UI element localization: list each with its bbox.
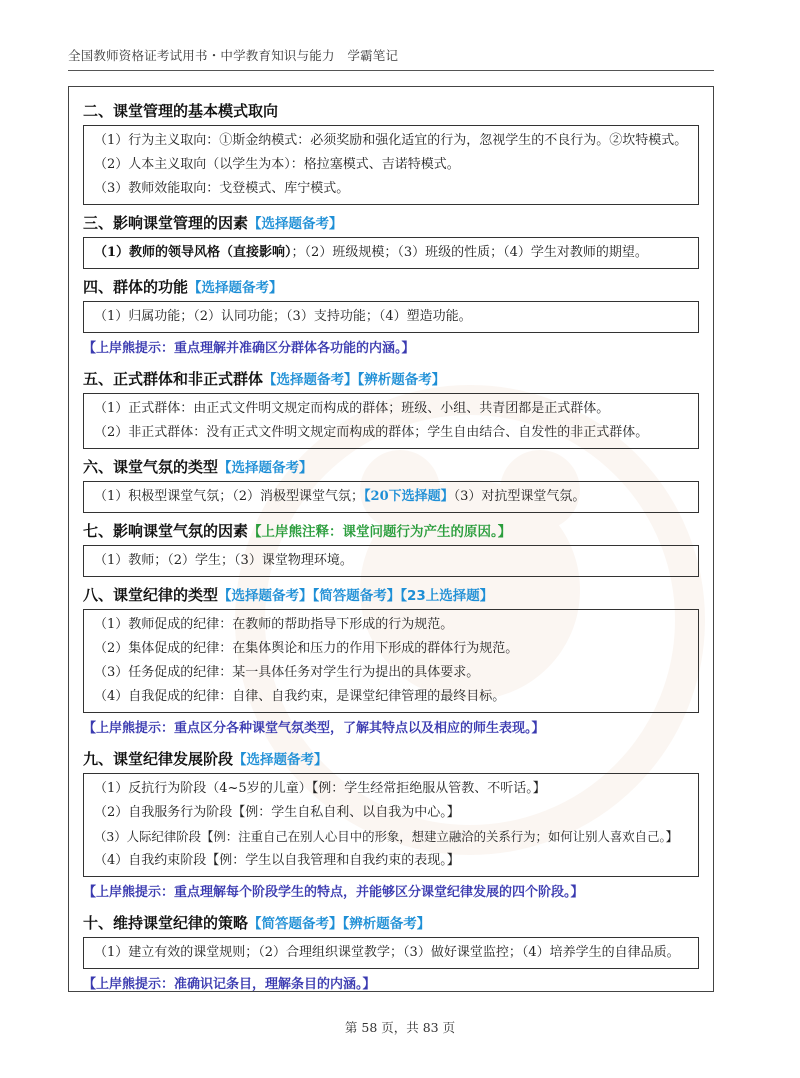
list-item: （3）教师效能取向：戈登模式、库宁模式。 — [94, 181, 350, 196]
exam-tag: 【辨析题备考】 — [342, 916, 431, 932]
exam-tag: 【简答题备考】 — [248, 916, 343, 932]
list-item: （1）教师促成的纪律：在教师的帮助指导下形成的行为规范。 — [94, 617, 454, 632]
section-box-8 — [83, 609, 699, 713]
section-title-3: 三、影响课堂管理的因素【选择题备考】 — [83, 214, 343, 232]
running-header: 全国教师资格证考试用书・中学教育知识与能力 学霸笔记 — [68, 48, 399, 63]
section-box-10 — [83, 937, 699, 969]
list-item: （1）建立有效的课堂规则；（2）合理组织课堂教学；（3）做好课堂监控；（4）培养学生的自律品质。 — [94, 945, 680, 960]
exam-tag: 【选择题备考】 — [218, 588, 313, 604]
list-item: （1）归属功能；（2）认同功能；（3）支持功能；（4）塑造功能。 — [94, 309, 472, 324]
list-item: （3）任务促成的纪律：某一具体任务对学生行为提出的具体要求。 — [94, 665, 480, 680]
list-item: （1）反抗行为阶段（4~5岁的儿童）【例：学生经常拒绝服从管教、不听话。】 — [94, 781, 546, 796]
section-title-9: 九、课堂纪律发展阶段【选择题备考】 — [83, 750, 328, 768]
section-box-5 — [83, 393, 699, 449]
page-number: 第 58 页，共 83 页 — [344, 1020, 456, 1035]
exam-tag: 【选择题备考】 — [218, 460, 313, 476]
list-item: （2）人本主义取向（以学生为本）：格拉塞模式、吉诺特模式。 — [94, 157, 460, 172]
list-item: （4）自我促成的纪律：自律、自我约束，是课堂纪律管理的最终目标。 — [94, 689, 506, 704]
section-title-5: 五、正式群体和非正式群体【选择题备考】【辨析题备考】 — [83, 370, 446, 388]
section-box-7 — [83, 545, 699, 577]
list-item: （2）集体促成的纪律：在集体舆论和压力的作用下形成的群体行为规范。 — [94, 641, 519, 656]
exam-tag: 【辨析题备考】 — [357, 372, 446, 388]
section-title-2: 二、课堂管理的基本模式取向 — [83, 102, 279, 120]
annotation-tag: 【上岸熊注释：课堂问题行为产生的原因。】 — [248, 524, 512, 540]
section-box-6 — [83, 481, 699, 513]
section-title-6: 六、课堂气氛的类型【选择题备考】 — [83, 458, 313, 476]
tip-note: 【上岸熊提示：重点理解每个阶段学生的特点，并能够区分课堂纪律发展的四个阶段。】 — [83, 885, 584, 900]
section-box-9 — [83, 773, 699, 877]
exam-tag: 【23上选择题】 — [400, 588, 494, 604]
exam-tag: 【选择题备考】 — [248, 216, 343, 232]
exam-tag: 【选择题备考】 — [188, 280, 283, 296]
tip-note: 【上岸熊提示：准确识记条目，理解条目的内涵。】 — [83, 977, 376, 992]
section-title-8: 八、课堂纪律的类型【选择题备考】【简答题备考】【23上选择题】 — [83, 586, 494, 604]
list-item: （1）行为主义取向：①斯金纳模式：必须奖励和强化适宜的行为，忽视学生的不良行为。②坎特模式。 — [94, 133, 688, 148]
list-item: （4）自我约束阶段【例：学生以自我管理和自我约束的表现。】 — [94, 853, 460, 868]
list-item: （2）非正式群体：没有正式文件明文规定而构成的群体；学生自由结合、自发性的非正式群体。 — [94, 425, 649, 440]
section-title-10: 十、维持课堂纪律的策略【简答题备考】【辨析题备考】 — [83, 914, 431, 932]
list-item: （1）教师；（2）学生；（3）课堂物理环境。 — [94, 553, 353, 568]
exam-tag: 【20下选择题】 — [364, 489, 454, 504]
exam-tag: 【选择题备考】 — [263, 372, 358, 388]
section-box-3 — [83, 237, 699, 269]
list-item: （1）教师的领导风格（直接影响）；（2）班级规模；（3）班级的性质；（4）学生对教师的期望。 — [94, 245, 648, 260]
tip-note: 【上岸熊提示：重点理解并准确区分群体各功能的内涵。】 — [83, 341, 415, 356]
exam-tag: 【简答题备考】 — [312, 588, 401, 604]
header-rule — [68, 70, 714, 71]
content-frame — [68, 86, 714, 992]
list-item: （3）人际纪律阶段【例：注重自己在别人心目中的形象，想建立融洽的关系行为；如何让别人喜欢自己。】 — [94, 829, 679, 844]
tip-note: 【上岸熊提示：重点区分各种课堂气氛类型，了解其特点以及相应的师生表现。】 — [83, 721, 545, 736]
list-item: （2）自我服务行为阶段【例：学生自私自利、以自我为中心。】 — [94, 805, 460, 820]
section-box-2 — [83, 125, 699, 205]
list-item: （1）正式群体：由正式文件明文规定而构成的群体；班级、小组、共青团都是正式群体。 — [94, 401, 610, 416]
list-item: （1）积极型课堂气氛；（2）消极型课堂气氛；【20下选择题】（3）对抗型课堂气氛。 — [94, 489, 586, 504]
exam-tag: 【选择题备考】 — [233, 752, 328, 768]
section-title-4: 四、群体的功能【选择题备考】 — [83, 278, 283, 296]
section-box-4 — [83, 301, 699, 333]
section-title-7: 七、影响课堂气氛的因素【上岸熊注释：课堂问题行为产生的原因。】 — [83, 522, 512, 540]
